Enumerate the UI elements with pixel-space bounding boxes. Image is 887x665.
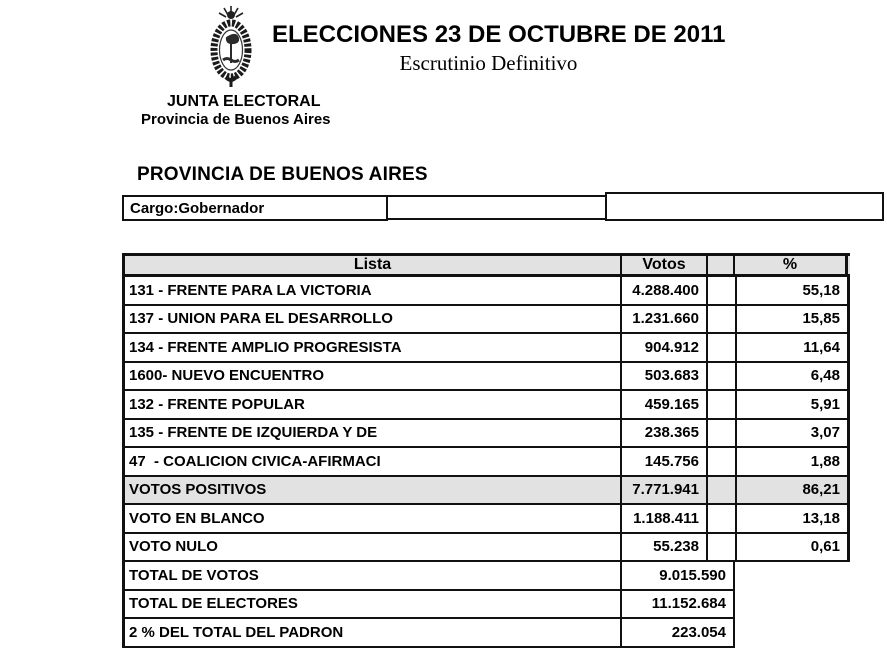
authority-subtitle: Provincia de Buenos Aires <box>141 111 331 128</box>
column-header-spacer <box>708 256 735 274</box>
table-row <box>122 448 850 477</box>
spacer-cell <box>708 363 735 392</box>
spacer-cell <box>708 334 735 363</box>
table-row <box>122 505 850 534</box>
table-row <box>122 277 850 306</box>
column-header-votos: Votos <box>622 256 708 274</box>
spacer-cell <box>708 505 735 534</box>
pct-cell: 86,21 <box>735 477 850 506</box>
table-total-row <box>122 562 850 591</box>
lista-cell: VOTO NULO <box>122 534 622 563</box>
spacer-cell <box>708 477 735 506</box>
pct-cell: 15,85 <box>735 306 850 335</box>
empty-cell <box>735 562 850 591</box>
spacer-cell <box>708 391 735 420</box>
votos-cell: 145.756 <box>622 448 708 477</box>
page-title: ELECCIONES 23 DE OCTUBRE DE 2011 <box>272 21 726 48</box>
pct-cell: 55,18 <box>735 277 850 306</box>
lista-cell: 47 - COALICION CIVICA-AFIRMACI <box>122 448 622 477</box>
pct-cell: 3,07 <box>735 420 850 449</box>
cargo-label: Cargo:Gobernador <box>130 199 265 217</box>
votos-cell: 904.912 <box>622 334 708 363</box>
table-header-row <box>122 253 850 277</box>
votos-cell: 459.165 <box>622 391 708 420</box>
spacer-cell <box>708 277 735 306</box>
table-row <box>122 306 850 335</box>
lista-cell: 1600- NUEVO ENCUENTRO <box>122 363 622 392</box>
pct-cell: 1,88 <box>735 448 850 477</box>
pct-cell: 6,48 <box>735 363 850 392</box>
votos-cell: 11.152.684 <box>622 591 735 620</box>
section-title: PROVINCIA DE BUENOS AIRES <box>137 164 428 185</box>
column-header-pct: % <box>735 256 848 274</box>
lista-cell: VOTOS POSITIVOS <box>122 477 622 506</box>
lista-cell: 2 % DEL TOTAL DEL PADRON <box>122 619 622 648</box>
table-row <box>122 420 850 449</box>
table-total-row <box>122 591 850 620</box>
spacer-cell <box>708 420 735 449</box>
lista-cell: 135 - FRENTE DE IZQUIERDA Y DE <box>122 420 622 449</box>
votos-cell: 223.054 <box>622 619 735 648</box>
table-row <box>122 534 850 563</box>
votos-cell: 1.231.660 <box>622 306 708 335</box>
table-row-votos-positivos <box>122 477 850 506</box>
spacer-cell <box>708 448 735 477</box>
votos-cell: 7.771.941 <box>622 477 708 506</box>
pct-cell: 11,64 <box>735 334 850 363</box>
cargo-box <box>122 195 388 221</box>
votos-cell: 4.288.400 <box>622 277 708 306</box>
empty-cell <box>735 619 850 648</box>
argentina-coat-of-arms-icon <box>204 5 258 89</box>
pct-cell: 13,18 <box>735 505 850 534</box>
table-row <box>122 334 850 363</box>
results-table <box>122 253 850 648</box>
spacer-cell <box>708 306 735 335</box>
lista-cell: 137 - UNION PARA EL DESARROLLO <box>122 306 622 335</box>
table-total-row <box>122 619 850 648</box>
pct-cell: 0,61 <box>735 534 850 563</box>
votos-cell: 503.683 <box>622 363 708 392</box>
column-header-lista: Lista <box>122 256 622 274</box>
votos-cell: 1.188.411 <box>622 505 708 534</box>
lista-cell: 131 - FRENTE PARA LA VICTORIA <box>122 277 622 306</box>
votos-cell: 55.238 <box>622 534 708 563</box>
lista-cell: 132 - FRENTE POPULAR <box>122 391 622 420</box>
table-row <box>122 391 850 420</box>
cargo-empty-box-1 <box>386 195 607 220</box>
empty-cell <box>735 591 850 620</box>
cargo-empty-box-2 <box>605 192 884 221</box>
lista-cell: TOTAL DE ELECTORES <box>122 591 622 620</box>
lista-cell: 134 - FRENTE AMPLIO PROGRESISTA <box>122 334 622 363</box>
votos-cell: 238.365 <box>622 420 708 449</box>
page-subtitle: Escrutinio Definitivo <box>399 51 578 75</box>
table-row <box>122 363 850 392</box>
spacer-cell <box>708 534 735 563</box>
pct-cell: 5,91 <box>735 391 850 420</box>
votos-cell: 9.015.590 <box>622 562 735 591</box>
lista-cell: TOTAL DE VOTOS <box>122 562 622 591</box>
authority-name: JUNTA ELECTORAL <box>167 93 321 110</box>
lista-cell: VOTO EN BLANCO <box>122 505 622 534</box>
